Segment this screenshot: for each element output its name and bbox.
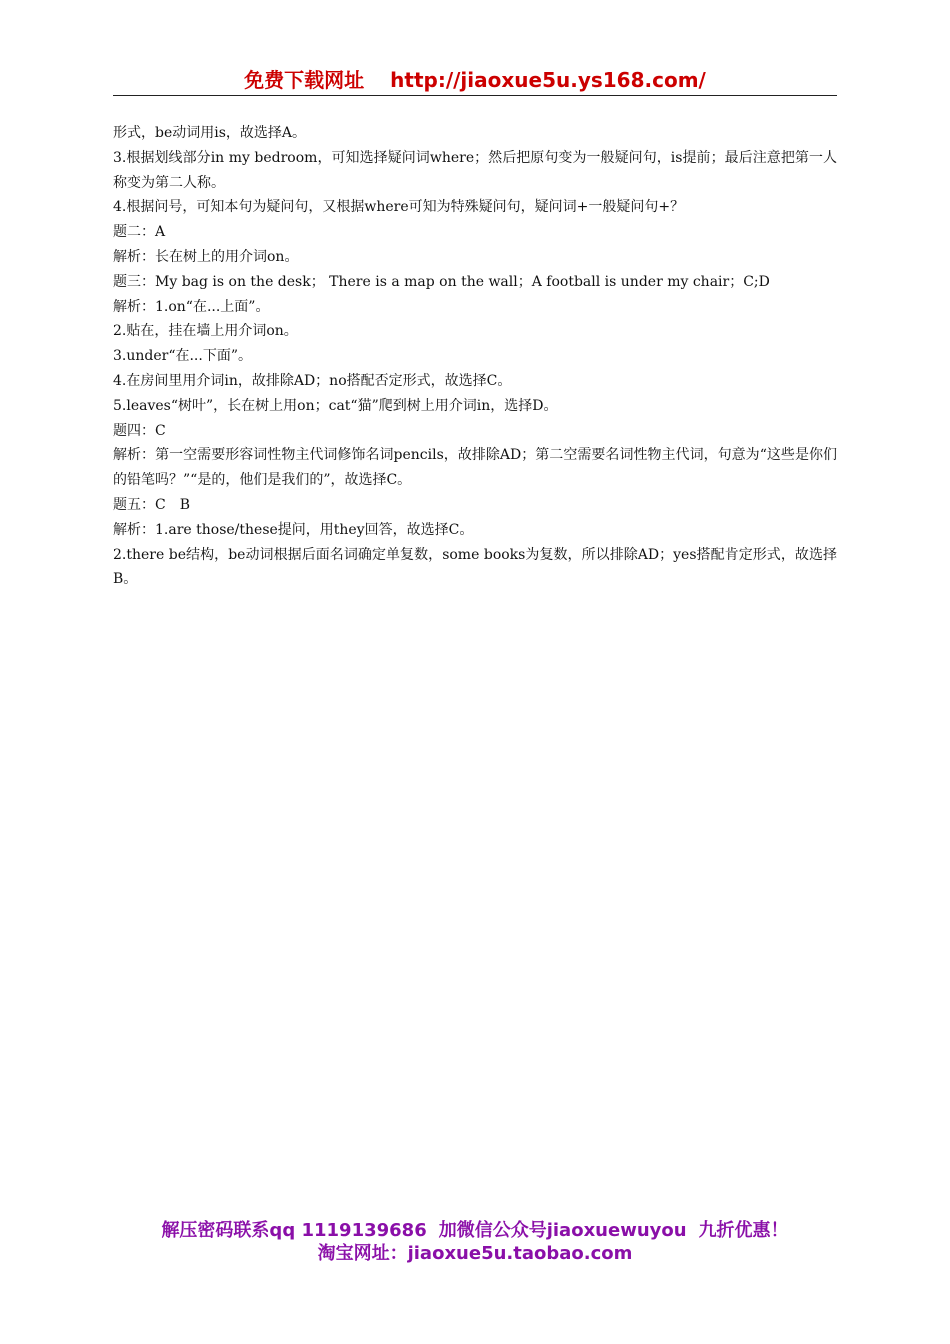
paragraph: 2.贴在，挂在墙上用介词on。: [113, 323, 298, 340]
paragraph: 2.there be结构，be动词根据后面名词确定单复数，some books为复数，所以排除AD；yes搭配肯定形式，故选择B。: [113, 546, 837, 588]
paragraph: 解析：第一空需要形容词性物主代词修饰名词pencils，故排除AD；第二空需要名词性物主代词，句意为“这些是你们的铅笔吗？”“是的，他们是我们的”，故选择C。: [113, 447, 837, 489]
paragraph: 3.根据划线部分in my bedroom，可知选择疑问词where；然后把原句变为一般疑问句，is提前；最后注意把第一人称变为第二人称。: [113, 149, 837, 191]
paragraph: 5.leaves“树叶”，长在树上用on；cat“猫”爬到树上用介词in，选择D。: [113, 397, 558, 414]
paragraph: 解析：长在树上的用介词on。: [113, 248, 299, 265]
paragraph: 题四：C: [113, 422, 166, 439]
document-body: [113, 121, 837, 592]
header-divider: [113, 95, 837, 96]
footer-wechat-contact: 加微信公众号jiaoxuewuyou: [438, 1220, 687, 1241]
page-header: [113, 66, 837, 94]
header-label: 免费下载网址: [244, 68, 365, 92]
paragraph: 题二：A: [113, 224, 166, 241]
paragraph: 解析：1.on“在...上面”。: [113, 298, 270, 315]
footer-taobao-link[interactable]: 淘宝网址：jiaoxue5u.taobao.com: [317, 1243, 633, 1264]
paragraph: 4.在房间里用介词in，故排除AD；no搭配否定形式，故选择C。: [113, 372, 512, 389]
paragraph: 题三：My bag is on the desk； There is a map on the wall；A football is under my chair；C;D: [113, 273, 770, 290]
paragraph: 形式，be动词用is，故选择A。: [113, 125, 307, 141]
footer-line-1: [60, 1219, 890, 1242]
header-url-link[interactable]: http://jiaoxue5u.ys168.com/: [390, 68, 706, 92]
paragraph: 题五：C B: [113, 496, 190, 513]
footer-discount: 九折优惠！: [698, 1220, 789, 1241]
paragraph: 4.根据问号，可知本句为疑问句，又根据where可知为特殊疑问句，疑问词+一般疑问句+？: [113, 199, 685, 216]
page-footer: [60, 1219, 890, 1265]
paragraph: 解析：1.are those/these提问，用they回答，故选择C。: [113, 521, 474, 538]
paragraph: 3.under“在...下面”。: [113, 348, 252, 365]
footer-qq-contact: 解压密码联系qq 1119139686: [161, 1220, 427, 1241]
